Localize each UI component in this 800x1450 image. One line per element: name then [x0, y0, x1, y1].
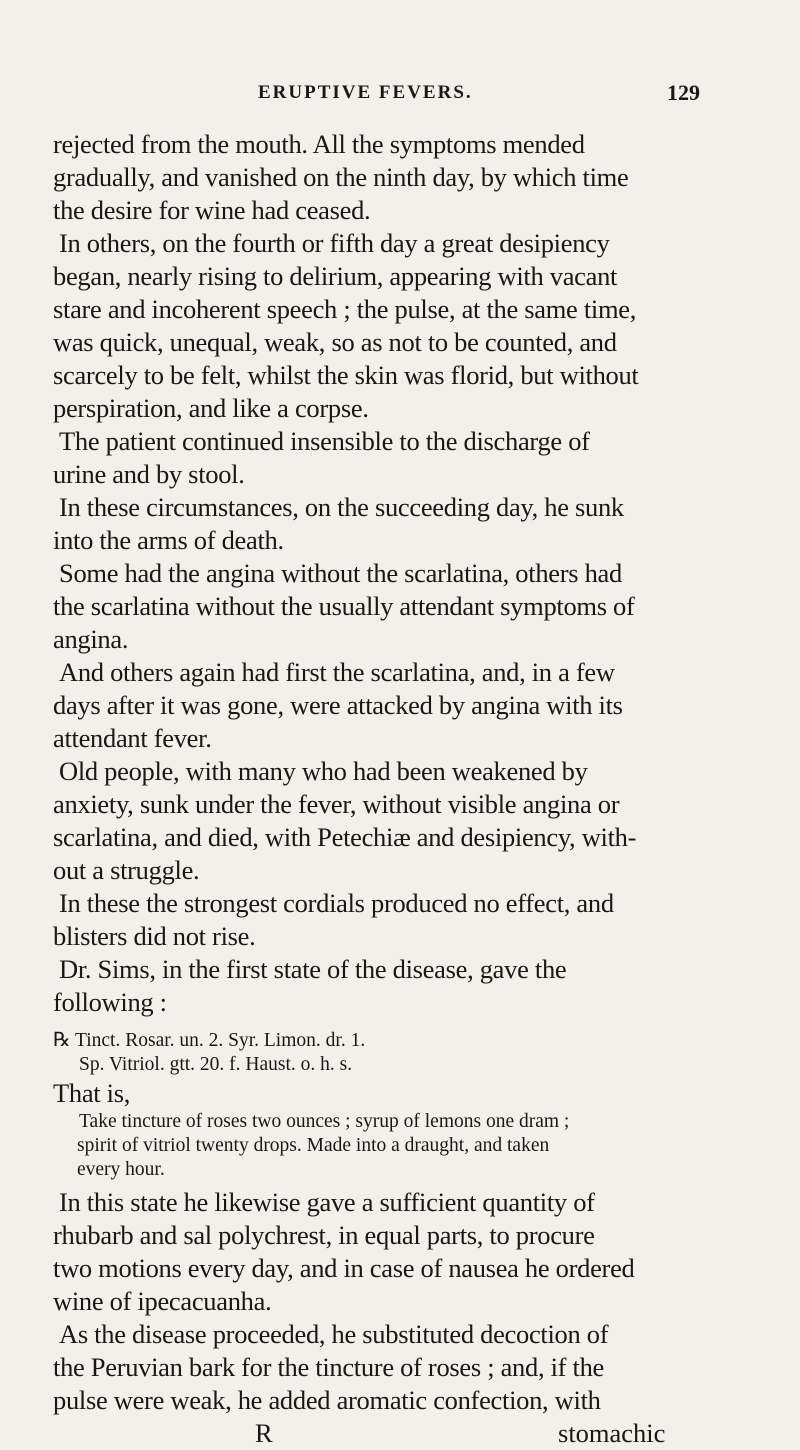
text-line: urine and by stool. [53, 459, 245, 489]
text-line: days after it was gone, were attacked by angina with its [53, 690, 623, 720]
text-line: the desire for wine had ceased. [53, 195, 371, 225]
translation-line: Take tincture of roses two ounces ; syrup of lemons one dram ; [79, 1111, 570, 1132]
body-text [53, 128, 713, 1450]
text-line: into the arms of death. [53, 525, 284, 555]
text-line: The patient continued insensible to the discharge of [59, 426, 590, 456]
running-head: ERUPTIVE FEVERS. [258, 82, 473, 103]
text-line: In this state he likewise gave a sufficient quantity of [59, 1187, 595, 1217]
text-line: following : [53, 987, 167, 1017]
text-line: Old people, with many who had been weakened by [59, 756, 588, 786]
text-line: blisters did not rise. [53, 921, 256, 951]
text-line: rhubarb and sal polychrest, in equal parts, to procure [53, 1220, 595, 1250]
text-line: was quick, unequal, weak, so as not to be counted, and [53, 327, 617, 357]
text-line: pulse were weak, he added aromatic confection, with [53, 1385, 601, 1415]
text-line: anxiety, sunk under the fever, without visible angina or [53, 789, 620, 819]
translation-line: spirit of vitriol twenty drops. Made into a draught, and taken [77, 1135, 550, 1156]
text-line: wine of ipecacuanha. [53, 1286, 272, 1316]
text-line: perspiration, and like a corpse. [53, 393, 369, 423]
text-line: As the disease proceeded, he substituted decoction of [59, 1319, 609, 1349]
catchword: stomachic [558, 1418, 666, 1448]
prescription-line: ℞ Tinct. Rosar. un. 2. Syr. Limon. dr. 1. [53, 1030, 366, 1051]
text-line: began, nearly rising to delirium, appearing with vacant [53, 261, 618, 291]
text-line: the Peruvian bark for the tincture of roses ; and, if the [53, 1352, 604, 1382]
text-line: scarcely to be felt, whilst the skin was florid, but without [53, 360, 639, 390]
translation-line: every hour. [77, 1159, 165, 1180]
text-line: stare and incoherent speech ; the pulse, at the same time, [53, 294, 637, 324]
text-line: rejected from the mouth. All the symptoms mended [53, 129, 585, 159]
page-header [258, 82, 700, 112]
text-line: angina. [53, 624, 129, 654]
text-line: In others, on the fourth or fifth day a great desipiency [59, 228, 610, 258]
text-line: attendant fever. [53, 723, 212, 753]
prescription-line: Sp. Vitriol. gtt. 20. f. Haust. o. h. s. [79, 1054, 353, 1075]
page-number: 129 [667, 80, 700, 105]
text-line: gradually, and vanished on the ninth day, by which time [53, 162, 629, 192]
text-line: In these the strongest cordials produced no effect, and [59, 888, 614, 918]
that-is-label: That is, [53, 1078, 131, 1108]
text-line: scarlatina, and died, with Petechiæ and desipiency, with- [53, 822, 637, 852]
page-footer [53, 1417, 713, 1450]
translation [53, 1110, 713, 1182]
text-line: two motions every day, and in case of nausea he ordered [53, 1253, 635, 1283]
prescription [53, 1029, 713, 1077]
text-line: the scarlatina without the usually attendant symptoms of [53, 591, 635, 621]
text-line: In these circumstances, on the succeeding day, he sunk [59, 492, 624, 522]
signature-mark: R [255, 1418, 273, 1448]
text-line: And others again had first the scarlatina, and, in a few [59, 657, 615, 687]
text-line: out a struggle. [53, 855, 200, 885]
text-line: Some had the angina without the scarlatina, others had [59, 558, 622, 588]
text-line: Dr. Sims, in the first state of the disease, gave the [59, 954, 567, 984]
